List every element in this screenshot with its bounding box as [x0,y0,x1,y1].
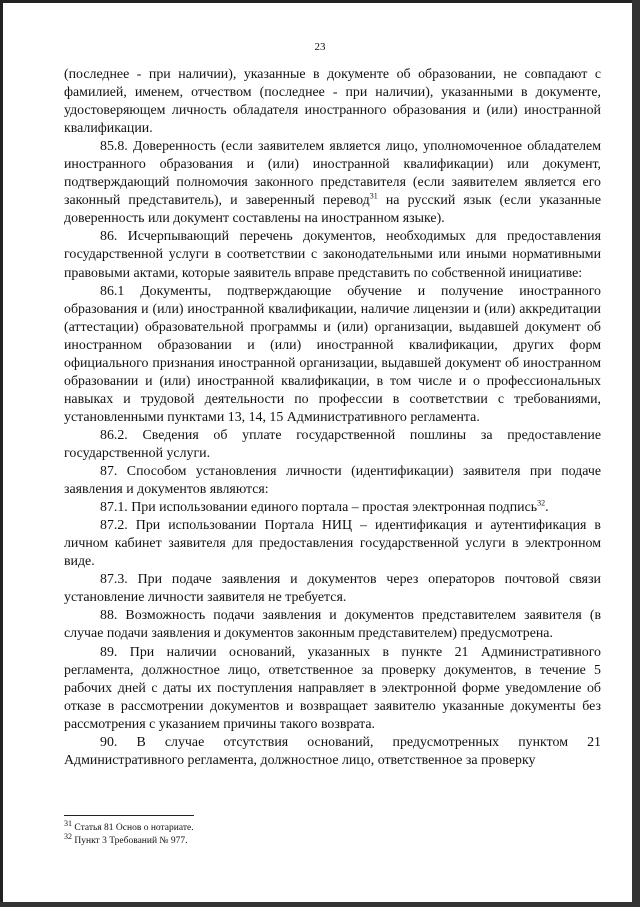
paragraph-87-1: 87.1. При использовании единого портала – простая электронная подпись$^{32}$. [100,498,549,516]
paragraph-87: 87. Способом установления личности (идентификации) заявителя при подаче заявления и документов являются: [64,464,601,498]
paragraph-88: 88. Возможность подачи заявления и документов представителем заявителя (в случае подачи заявления и документов законным представителем) предусмотрена. [64,608,601,642]
footnote-32: $^{32}$ Пункт 3 Требований № 977. [64,831,188,846]
paragraph-85-8: 85.8. Доверенность (если заявителем является лицо, уполномоченное обладателем иностранного образования и (или) иностранной квалификации) или документ, подтверждающий полномочия законного представителя (если заявителем является его законный представитель), и заверенный перевод$^{31}$ на русский язык (если указанные доверенность или документ составлены на иностранном языке). [64,139,601,227]
scan-border-bottom [0,902,640,907]
footnote-ref-32: 32 [537,498,546,508]
footnotes [64,818,601,847]
scan-border-top [0,0,640,3]
paragraph-89: 89. При наличии оснований, указанных в пункте 21 Административного регламента, должностное лицо, ответственное за проверку документов, в течение 5 рабочих дней с даты их поступления направляет в электронной форме уведомление об отказе в рассмотрении документов и возвращает заявителю указанные документы без рассмотрения с указанием причины такого возврата. [64,644,601,732]
footnote-separator [64,815,194,816]
scan-border-left [0,0,3,907]
paragraph-86: 86. Исчерпывающий перечень документов, необходимых для предоставления государственной услуги в соответствии с законодательными или иными нормативными правовыми актами, которые заявитель вправе представить по собственной инициативе: [64,229,601,281]
page-number: 23 [314,41,326,53]
paragraph-87-2: 87.2. При использовании Портала НИЦ – идентификация и аутентификация в личном кабинет заявителя для предоставления государственной услуги в электронном виде. [64,518,601,570]
document-body [64,66,601,770]
paragraph-86-2: 86.2. Сведения об уплате государственной пошлины за предоставление государственной услуги. [64,427,601,461]
scan-border-right [632,0,640,907]
paragraph-1: (последнее - при наличии), указанные в документе об образовании, не совпадают с фамилией, именем, отчеством (последнее - при наличии), указанными в документе, удостоверяющем личность обладателя иностранного образования и (или) иностранной квалификации. [64,67,601,137]
paragraph-90: 90. В случае отсутствия оснований, предусмотренных пунктом 21 Административного регламента, должностное лицо, ответственное за проверку [64,734,601,768]
paragraph-87-3: 87.3. При подаче заявления и документов через операторов почтовой связи установление личности заявителя не требуется. [64,572,601,606]
footnote-31: $^{31}$ Статья 81 Основ о нотариате. [64,818,194,833]
footnote-ref-31: 31 [369,191,378,201]
paragraph-86-1: 86.1 Документы, подтверждающие обучение и получение иностранного образования и (или) иностранной квалификации, наличие лицензии и (или) аккредитации (аттестации) образовательной программы и (или) организации, выдавшей документ об иностранном образовании и (или) иностранной квалификации, других форм официального признания иностранной организации, выдавшей документ об иностранном образовании и (или) иностранной квалификации, в том числе и о профессиональных навыках и трудовой деятельности по профессии в соответствии с требованиями, установленными пунктами 13, 14, 15 Административного регламента. [64,283,601,425]
